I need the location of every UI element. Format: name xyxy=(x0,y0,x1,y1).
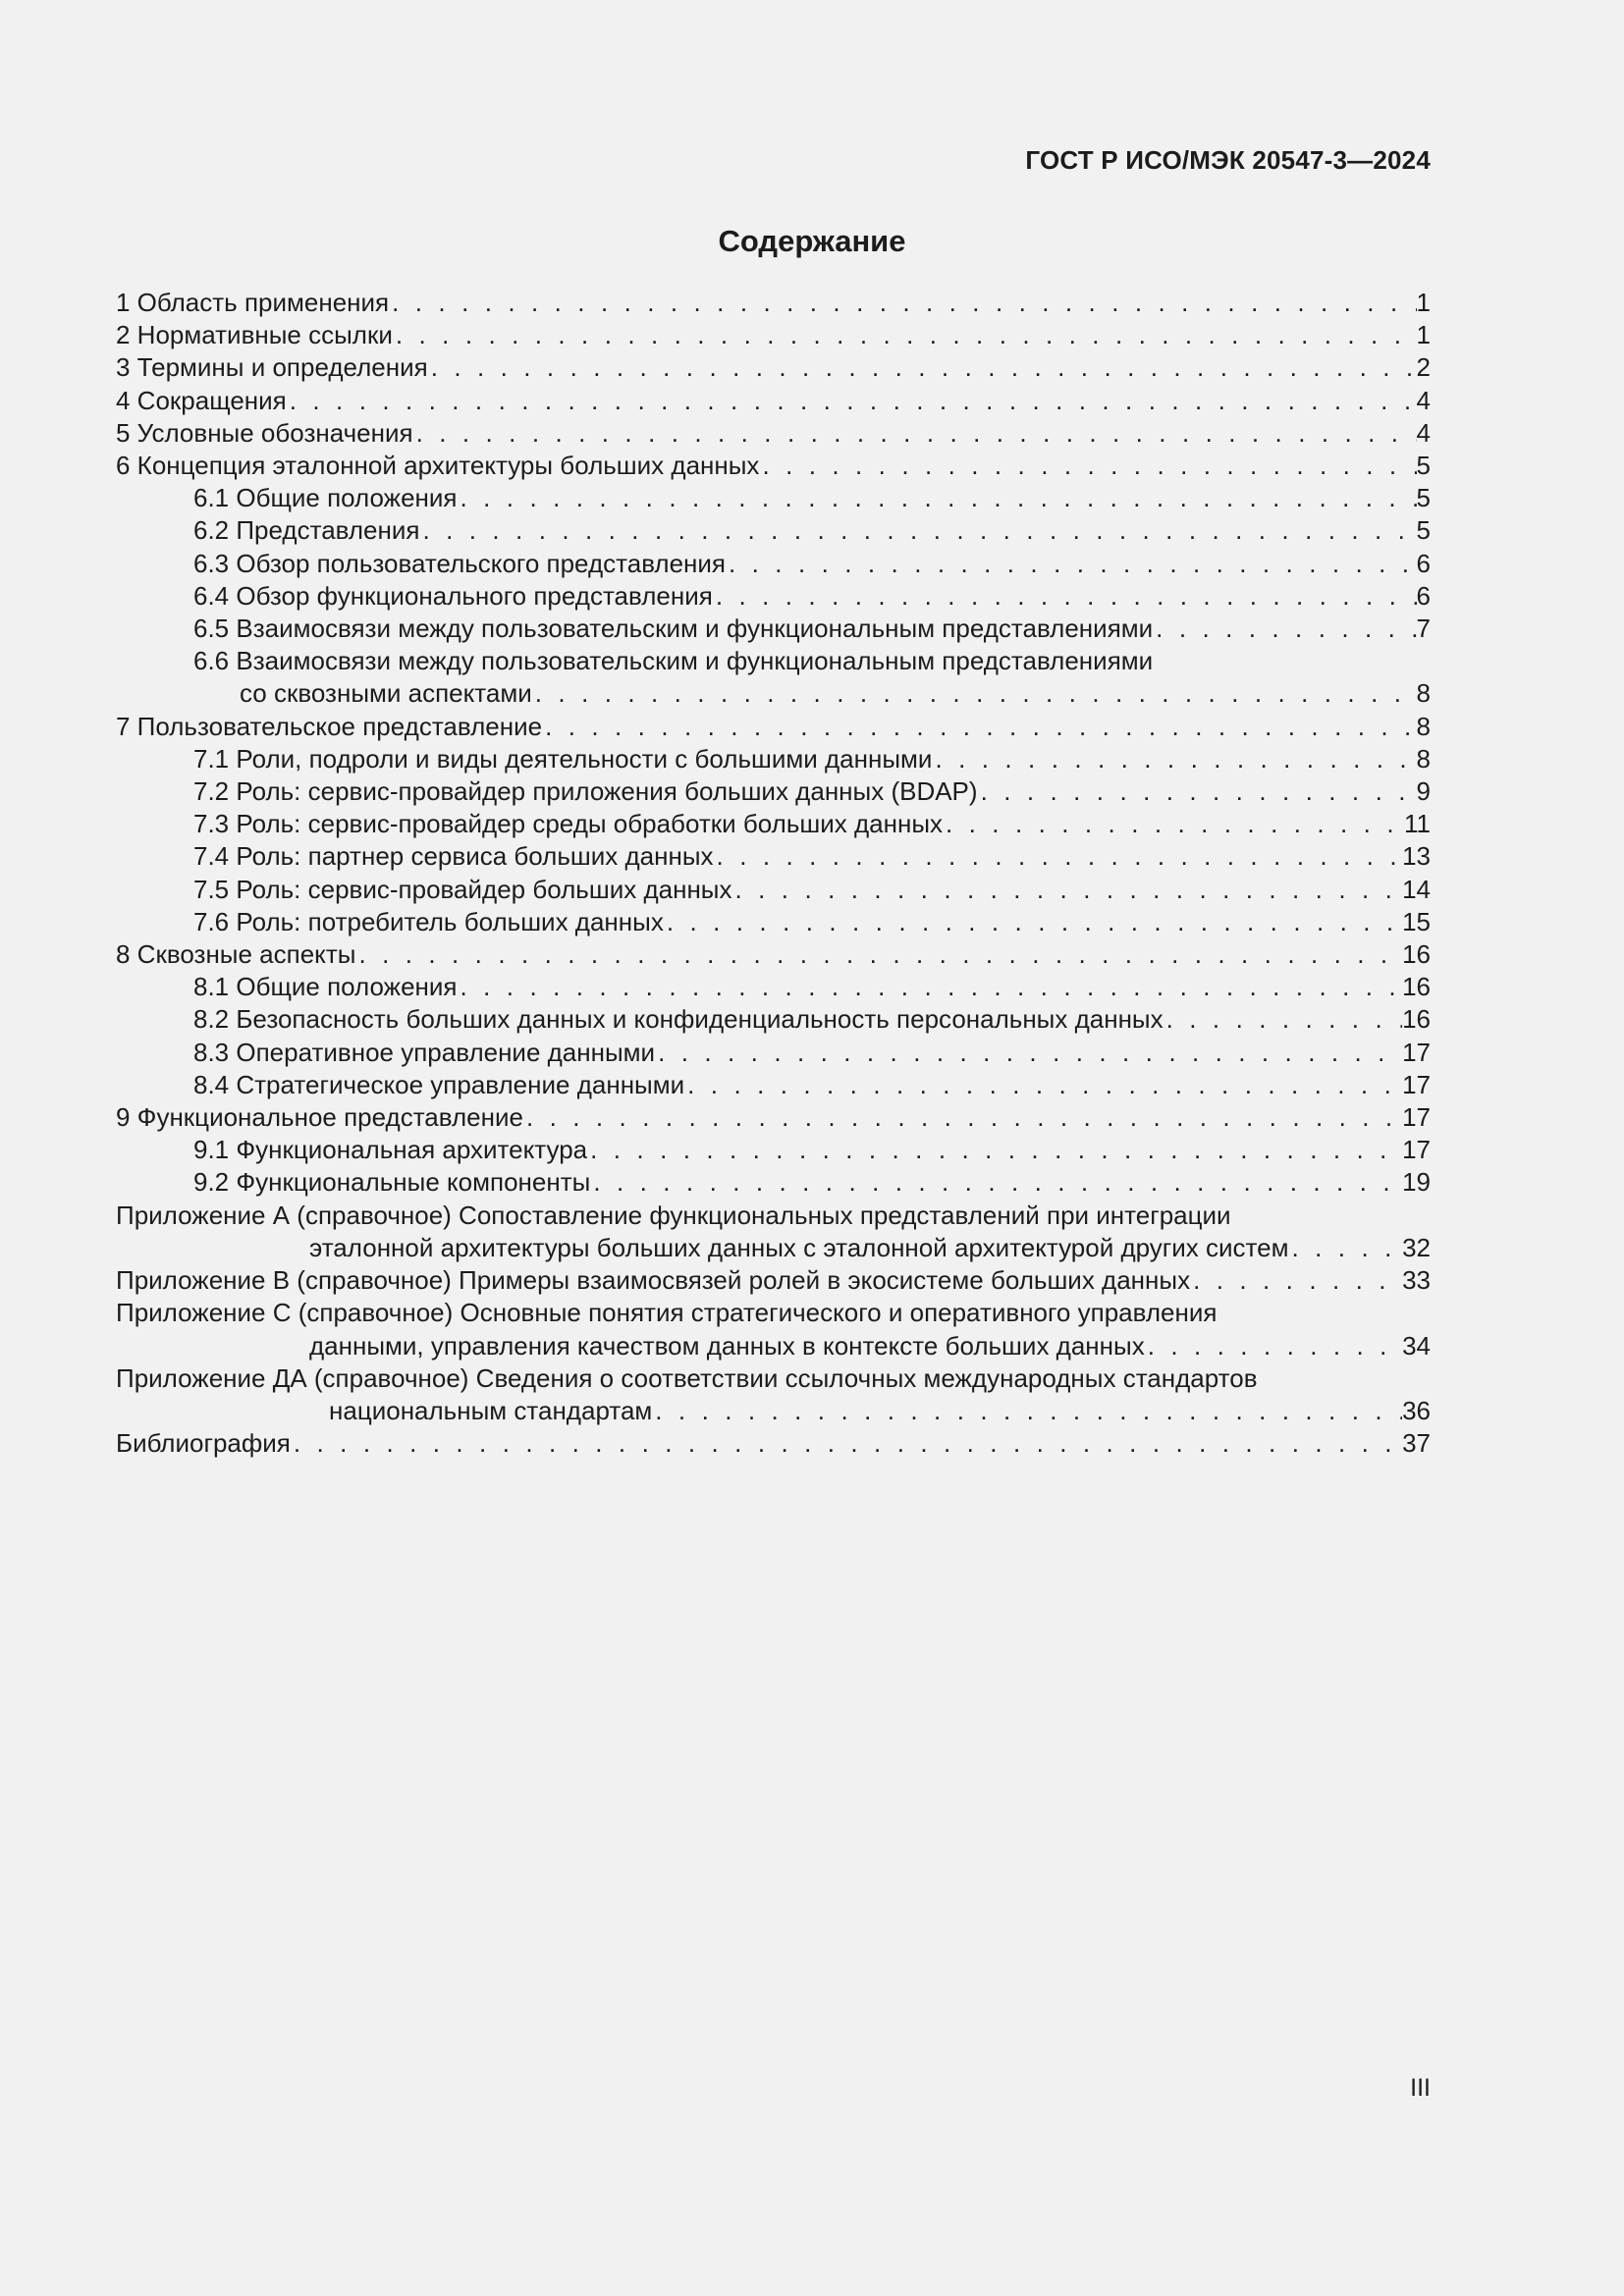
toc-entry-7-4[interactable] xyxy=(116,840,1431,873)
toc-entry-label: 8.2 Безопасность больших данных и конфиденциальность персональных данных xyxy=(193,1004,1164,1035)
toc-entry-9-1[interactable] xyxy=(116,1134,1431,1166)
toc-entry-label: 7.1 Роли, подроли и виды деятельности с большими данными xyxy=(193,743,933,774)
document-code: ГОСТ Р ИСО/МЭК 20547-3—2024 xyxy=(1025,145,1431,175)
toc-entry-label: Приложение А (справочное) Сопоставление функциональных представлений при интеграции xyxy=(116,1200,1231,1230)
dot-leader xyxy=(413,417,1417,450)
toc-entry-label: 7.4 Роль: партнер сервиса больших данных xyxy=(193,841,714,872)
dot-leader xyxy=(458,482,1417,514)
dot-leader xyxy=(1164,1003,1402,1036)
toc-entry-label: 6.3 Обзор пользовательского представления xyxy=(193,548,727,578)
toc-entry-1[interactable] xyxy=(116,287,1431,319)
toc-entry-page: 1 xyxy=(1416,288,1431,317)
toc-entry-6-1[interactable] xyxy=(116,482,1431,514)
toc-entry-label: 9.1 Функциональная архитектура xyxy=(193,1135,588,1165)
toc-entry-page: 4 xyxy=(1416,385,1431,415)
dot-leader xyxy=(713,580,1417,613)
toc-entry-label: 4 Сокращения xyxy=(116,385,287,415)
toc-entry-label: 5 Условные обозначения xyxy=(116,417,413,448)
toc-entry-page: 5 xyxy=(1416,515,1431,546)
dot-leader xyxy=(732,874,1403,906)
toc-entry-page: 6 xyxy=(1416,580,1431,611)
toc-entry-label: 8.1 Общие положения xyxy=(193,972,458,1002)
toc-entry-page: 8 xyxy=(1416,711,1431,741)
toc-entry-page: 7 xyxy=(1416,614,1431,644)
dot-leader xyxy=(587,1134,1402,1166)
dot-leader xyxy=(978,775,1417,808)
toc-entry-9[interactable] xyxy=(116,1101,1431,1134)
toc-entry-label: 6.2 Представления xyxy=(193,515,420,546)
dot-leader xyxy=(726,548,1417,580)
toc-entry-7-1[interactable] xyxy=(116,743,1431,775)
toc-entry-label: 3 Термины и определения xyxy=(116,352,428,383)
toc-entry-7-5[interactable] xyxy=(116,874,1431,906)
toc-entry-page: 5 xyxy=(1416,483,1431,513)
dot-leader xyxy=(655,1037,1402,1069)
toc-entry-bibliography[interactable] xyxy=(116,1427,1431,1460)
dot-leader xyxy=(532,677,1417,710)
toc-entry-page: 16 xyxy=(1402,939,1431,970)
dot-leader xyxy=(1145,1330,1402,1362)
toc-entry-page: 17 xyxy=(1402,1135,1431,1165)
toc-entry-page: 37 xyxy=(1402,1428,1431,1459)
toc-entry-page: 33 xyxy=(1402,1265,1431,1296)
dot-leader xyxy=(590,1166,1402,1199)
toc-entry-annex-da[interactable] xyxy=(116,1362,1431,1427)
dot-leader xyxy=(684,1069,1402,1101)
toc-entry-label: Библиография xyxy=(116,1428,291,1459)
toc-entry-label: Приложение С (справочное) Основные понятия стратегического и оперативного управления xyxy=(116,1298,1218,1328)
toc-entry-label: 1 Область применения xyxy=(116,288,390,317)
table-of-contents xyxy=(116,287,1431,1460)
toc-entry-label: 7 Пользовательское представление xyxy=(116,711,543,741)
dot-leader xyxy=(287,385,1417,417)
dot-leader xyxy=(458,971,1403,1003)
toc-entry-4[interactable] xyxy=(116,385,1431,417)
toc-entry-page: 14 xyxy=(1402,874,1431,904)
toc-entry-7[interactable] xyxy=(116,711,1431,743)
toc-entry-page: 34 xyxy=(1402,1330,1431,1361)
toc-entry-annex-a[interactable] xyxy=(116,1200,1431,1264)
toc-entry-page: 13 xyxy=(1402,841,1431,872)
toc-entry-page: 4 xyxy=(1416,417,1431,448)
toc-entry-page: 17 xyxy=(1402,1102,1431,1133)
toc-entry-label: 2 Нормативные ссылки xyxy=(116,320,393,350)
toc-entry-label: 9 Функциональное представление xyxy=(116,1102,523,1133)
toc-entry-page: 17 xyxy=(1402,1069,1431,1099)
dot-leader xyxy=(1153,613,1416,645)
toc-entry-label: 7.6 Роль: потребитель больших данных xyxy=(193,906,664,936)
toc-entry-6[interactable] xyxy=(116,450,1431,482)
dot-leader xyxy=(1190,1264,1402,1297)
toc-entry-8-1[interactable] xyxy=(116,971,1431,1003)
toc-entry-page: 16 xyxy=(1402,972,1431,1002)
dot-leader xyxy=(428,351,1417,384)
toc-entry-8-2[interactable] xyxy=(116,1003,1431,1036)
toc-entry-page: 2 xyxy=(1416,352,1431,383)
toc-entry-9-2[interactable] xyxy=(116,1166,1431,1199)
toc-entry-label: 6 Концепция эталонной архитектуры больших данных xyxy=(116,451,760,481)
toc-entry-label: 7.3 Роль: сервис-провайдер среды обработки больших данных xyxy=(193,809,944,839)
toc-entry-7-6[interactable] xyxy=(116,906,1431,938)
toc-entry-page: 32 xyxy=(1402,1232,1431,1262)
dot-leader xyxy=(759,450,1416,482)
toc-entry-annex-b[interactable] xyxy=(116,1264,1431,1297)
toc-entry-label: 7.2 Роль: сервис-провайдер приложения больших данных (BDAP) xyxy=(193,776,978,807)
toc-entry-6-5[interactable] xyxy=(116,613,1431,645)
toc-entry-page: 8 xyxy=(1416,743,1431,774)
toc-entry-6-3[interactable] xyxy=(116,548,1431,580)
toc-entry-page: 9 xyxy=(1416,776,1431,807)
toc-entry-6-6[interactable] xyxy=(116,645,1431,710)
toc-entry-label-continued: эталонной архитектуры больших данных с эталонной архитектурой других систем xyxy=(309,1232,1289,1262)
toc-entry-label-continued: национальным стандартам xyxy=(329,1395,653,1425)
toc-entry-3[interactable] xyxy=(116,351,1431,384)
toc-entry-8[interactable] xyxy=(116,938,1431,971)
toc-entry-label: 6.6 Взаимосвязи между пользовательским и функциональным представлениями xyxy=(193,646,1154,676)
toc-entry-page: 5 xyxy=(1416,451,1431,481)
dot-leader xyxy=(714,840,1403,873)
dot-leader xyxy=(355,938,1402,971)
dot-leader xyxy=(542,711,1416,743)
toc-entry-page: 36 xyxy=(1402,1395,1431,1425)
toc-entry-page: 6 xyxy=(1416,548,1431,578)
toc-entry-page: 8 xyxy=(1416,678,1431,709)
toc-entry-annex-c[interactable] xyxy=(116,1297,1431,1362)
dot-leader xyxy=(943,808,1404,840)
toc-entry-6-2[interactable] xyxy=(116,514,1431,547)
toc-entry-page: 16 xyxy=(1402,1004,1431,1035)
toc-entry-label: 8.3 Оперативное управление данными xyxy=(193,1037,656,1067)
toc-title: Содержание xyxy=(718,224,906,258)
dot-leader xyxy=(1289,1232,1403,1264)
toc-entry-label: 8 Сквозные аспекты xyxy=(116,939,356,970)
toc-entry-label: Приложение ДА (справочное) Сведения о соответствии ссылочных международных стандартов xyxy=(116,1362,1258,1393)
toc-entry-page: 1 xyxy=(1416,320,1431,350)
toc-entry-page: 11 xyxy=(1404,809,1431,839)
toc-entry-8-4[interactable] xyxy=(116,1069,1431,1101)
dot-leader xyxy=(523,1101,1402,1134)
toc-entry-label: Приложение В (справочное) Примеры взаимосвязей ролей в экосистеме больших данных xyxy=(116,1265,1191,1296)
toc-entry-label: 6.5 Взаимосвязи между пользовательским и функциональным представлениями xyxy=(193,614,1154,644)
dot-leader xyxy=(664,906,1402,938)
dot-leader xyxy=(393,319,1417,351)
toc-entry-page: 19 xyxy=(1402,1167,1431,1198)
dot-leader xyxy=(932,743,1416,775)
toc-entry-5[interactable] xyxy=(116,417,1431,450)
toc-entry-label: 6.4 Обзор функционального представления xyxy=(193,580,713,611)
dot-leader xyxy=(291,1427,1402,1460)
toc-entry-page: 15 xyxy=(1402,906,1431,936)
page-number: III xyxy=(1410,2074,1431,2102)
toc-entry-page: 17 xyxy=(1402,1037,1431,1067)
toc-entry-7-3[interactable] xyxy=(116,808,1431,840)
toc-entry-label-continued: со сквозными аспектами xyxy=(240,678,532,709)
toc-entry-label: 8.4 Стратегическое управление данными xyxy=(193,1069,685,1099)
toc-entry-label: 7.5 Роль: сервис-провайдер больших данных xyxy=(193,874,732,904)
toc-entry-label: 6.1 Общие положения xyxy=(193,483,458,513)
toc-entry-2[interactable] xyxy=(116,319,1431,351)
toc-entry-label: 9.2 Функциональные компоненты xyxy=(193,1167,591,1198)
dot-leader xyxy=(389,287,1416,319)
toc-entry-6-4[interactable] xyxy=(116,580,1431,613)
toc-entry-7-2[interactable] xyxy=(116,775,1431,808)
dot-leader xyxy=(652,1395,1402,1427)
dot-leader xyxy=(419,514,1416,547)
toc-entry-label-continued: данными, управления качеством данных в контексте больших данных xyxy=(309,1330,1145,1361)
toc-entry-8-3[interactable] xyxy=(116,1037,1431,1069)
